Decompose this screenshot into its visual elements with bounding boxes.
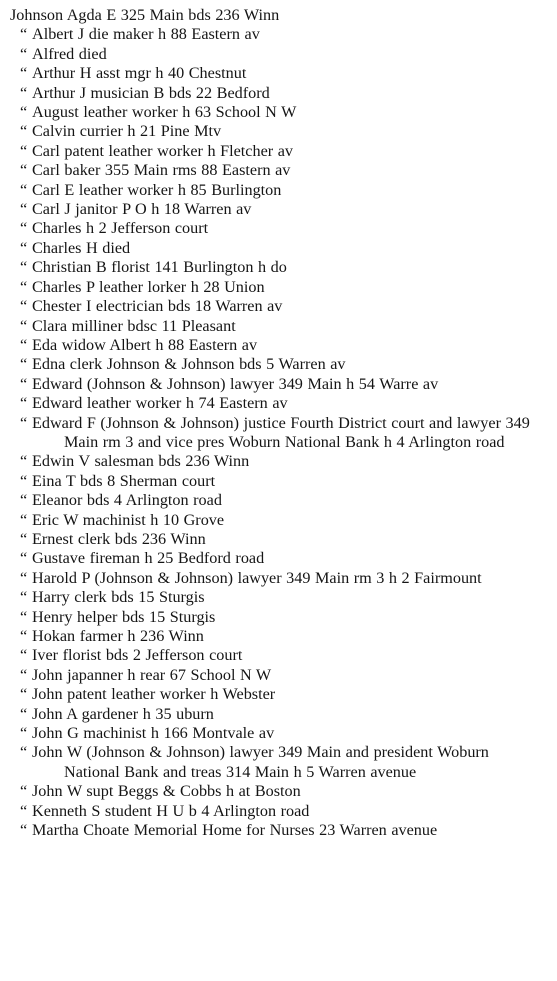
directory-entry <box>10 258 549 277</box>
directory-entry <box>10 666 549 685</box>
entry-text: Eina T bds 8 Sherman court <box>32 471 216 490</box>
ditto-mark: “ <box>20 258 28 277</box>
directory-entry <box>10 142 549 161</box>
directory-entry <box>10 452 549 471</box>
ditto-mark: “ <box>20 355 28 374</box>
entry-text: John A gardener h 35 uburn <box>32 704 214 723</box>
ditto-mark: “ <box>20 724 28 743</box>
entry-text: John japanner h rear 67 School N W <box>32 665 272 684</box>
ditto-mark: “ <box>20 25 28 44</box>
entry-text: Harry clerk bds 15 Sturgis <box>32 588 205 607</box>
directory-entry <box>10 414 549 453</box>
directory-entry <box>10 181 549 200</box>
ditto-mark: “ <box>20 141 28 160</box>
directory-entry <box>10 821 549 840</box>
directory-entry <box>10 103 549 122</box>
ditto-mark: “ <box>20 646 28 665</box>
directory-entry <box>10 782 549 801</box>
directory-entry <box>10 355 549 374</box>
entry-text: Clara milliner bdsc 11 Pleasant <box>32 316 236 335</box>
entry-text: Iver florist bds 2 Jefferson court <box>32 646 243 665</box>
directory-entry <box>10 64 549 83</box>
entry-text: August leather worker h 63 School N W <box>32 103 297 122</box>
ditto-mark: “ <box>20 549 28 568</box>
entry-text: Eda widow Albert h 88 Eastern av <box>32 335 258 354</box>
directory-entry <box>10 705 549 724</box>
entry-text: Kenneth S student H U b 4 Arlington road <box>32 801 310 820</box>
entry-text: Ernest clerk bds 236 Winn <box>32 529 206 548</box>
entry-text: Martha Choate Memorial Home for Nurses 23 Warren avenue <box>32 821 438 840</box>
entry-text: Carl J janitor P O h 18 Warren av <box>32 200 252 219</box>
directory-entry <box>10 743 549 782</box>
directory-entry <box>10 45 549 64</box>
directory-entry <box>10 491 549 510</box>
entry-text: Hokan farmer h 236 Winn <box>32 627 204 645</box>
entry-text: Eleanor bds 4 Arlington road <box>32 491 222 510</box>
entry-text: Christian B florist 141 Burlington h do <box>32 258 287 277</box>
directory-entry <box>10 336 549 355</box>
entry-text: Edwin V salesman bds 236 Winn <box>32 452 250 471</box>
ditto-mark: “ <box>20 64 28 83</box>
ditto-mark: “ <box>20 743 28 762</box>
directory-entry <box>10 511 549 530</box>
entry-text: Chester I electrician bds 18 Warren av <box>32 297 283 316</box>
ditto-mark: “ <box>20 122 28 141</box>
entry-text: Carl E leather worker h 85 Burlington <box>32 180 282 199</box>
directory-entry <box>10 549 549 568</box>
entry-text: Gustave fireman h 25 Bedford road <box>32 549 265 568</box>
ditto-mark: “ <box>20 180 28 199</box>
ditto-mark: “ <box>20 588 28 607</box>
entry-text: Eric W machinist h 10 Grove <box>32 510 225 529</box>
directory-entry <box>10 472 549 491</box>
entry-text: John patent leather worker h Webster <box>32 685 276 704</box>
directory-entry <box>10 375 549 394</box>
directory-entry <box>10 685 549 704</box>
entry-text: Edward (Johnson & Johnson) lawyer 349 Main h 54 Warre av <box>32 374 439 393</box>
ditto-mark: “ <box>20 665 28 684</box>
directory-entry <box>10 200 549 219</box>
ditto-mark: “ <box>20 782 28 801</box>
ditto-mark: “ <box>20 316 28 335</box>
entry-text: John W (Johnson & Johnson) lawyer 349 Main and president Woburn National Bank and treas 314 Main h 5 Warren avenue <box>32 743 489 781</box>
entry-text: Carl baker 355 Main rms 88 Eastern av <box>32 161 291 180</box>
entry-text: Arthur H asst mgr h 40 Chestnut <box>32 64 247 83</box>
entry-text: Charles P leather lorker h 28 Union <box>32 277 265 296</box>
ditto-mark: “ <box>20 821 28 840</box>
entry-text: Calvin currier h 21 Pine Mtv <box>32 122 222 141</box>
ditto-mark: “ <box>20 529 28 548</box>
entry-text: Arthur J musician B bds 22 Bedford <box>32 83 270 102</box>
directory-entry <box>10 161 549 180</box>
ditto-mark: “ <box>20 568 28 587</box>
ditto-mark: “ <box>20 704 28 723</box>
directory-entry <box>10 317 549 336</box>
entry-text: Henry helper bds 15 Sturgis <box>32 607 216 626</box>
directory-entry <box>10 122 549 141</box>
ditto-mark: “ <box>20 219 28 238</box>
directory-entry <box>10 219 549 238</box>
directory-entry <box>10 569 549 588</box>
directory-entry <box>10 25 549 44</box>
ditto-mark: “ <box>20 83 28 102</box>
ditto-mark: “ <box>20 510 28 529</box>
ditto-mark: “ <box>20 200 28 219</box>
entry-text: John W supt Beggs & Cobbs h at Boston <box>32 782 301 801</box>
directory-entry <box>10 802 549 821</box>
entry-text: Edna clerk Johnson & Johnson bds 5 Warren av <box>32 355 346 374</box>
directory-entry <box>10 394 549 413</box>
directory-entry <box>10 278 549 297</box>
directory-entry <box>10 588 549 607</box>
directory-entry <box>10 530 549 549</box>
ditto-mark: “ <box>20 685 28 704</box>
directory-entry <box>10 608 549 627</box>
directory-entries <box>10 25 549 840</box>
ditto-mark: “ <box>20 297 28 316</box>
entry-text: Charles h 2 Jefferson court <box>32 219 209 238</box>
directory-entry <box>10 297 549 316</box>
entry-text: Charles H died <box>32 238 131 257</box>
ditto-mark: “ <box>20 607 28 626</box>
ditto-mark: “ <box>20 491 28 510</box>
ditto-mark: “ <box>20 335 28 354</box>
entry-text: John G machinist h 166 Montvale av <box>32 724 275 743</box>
directory-entry <box>10 627 549 646</box>
ditto-mark: “ <box>20 161 28 180</box>
directory-entry <box>10 239 549 258</box>
ditto-mark: “ <box>20 801 28 820</box>
entry-text: Albert J die maker h 88 Eastern av <box>32 25 260 44</box>
ditto-mark: “ <box>20 238 28 257</box>
entry-text: Carl patent leather worker h Fletcher av <box>32 141 293 160</box>
entry-text: Harold P (Johnson & Johnson) lawyer 349 Main rm 3 h 2 Fairmount <box>32 568 482 587</box>
entry-text: Alfred died <box>32 44 107 63</box>
ditto-mark: “ <box>20 452 28 471</box>
ditto-mark: “ <box>20 374 28 393</box>
ditto-mark: “ <box>20 471 28 490</box>
directory-entry <box>10 724 549 743</box>
directory-entry <box>10 646 549 665</box>
entry-text: Edward leather worker h 74 Eastern av <box>32 394 288 413</box>
directory-entry <box>10 84 549 103</box>
ditto-mark: “ <box>20 627 28 645</box>
ditto-mark: “ <box>20 44 28 63</box>
ditto-mark: “ <box>20 277 28 296</box>
ditto-mark: “ <box>20 413 28 432</box>
directory-head-entry: Johnson Agda E 325 Main bds 236 Winn <box>10 6 280 24</box>
ditto-mark: “ <box>20 394 28 413</box>
ditto-mark: “ <box>20 103 28 122</box>
entry-text: Edward F (Johnson & Johnson) justice Fourth District court and lawyer 349 Main rm 3 and vice pres Woburn National Bank h 4 Arlington road <box>32 413 530 451</box>
